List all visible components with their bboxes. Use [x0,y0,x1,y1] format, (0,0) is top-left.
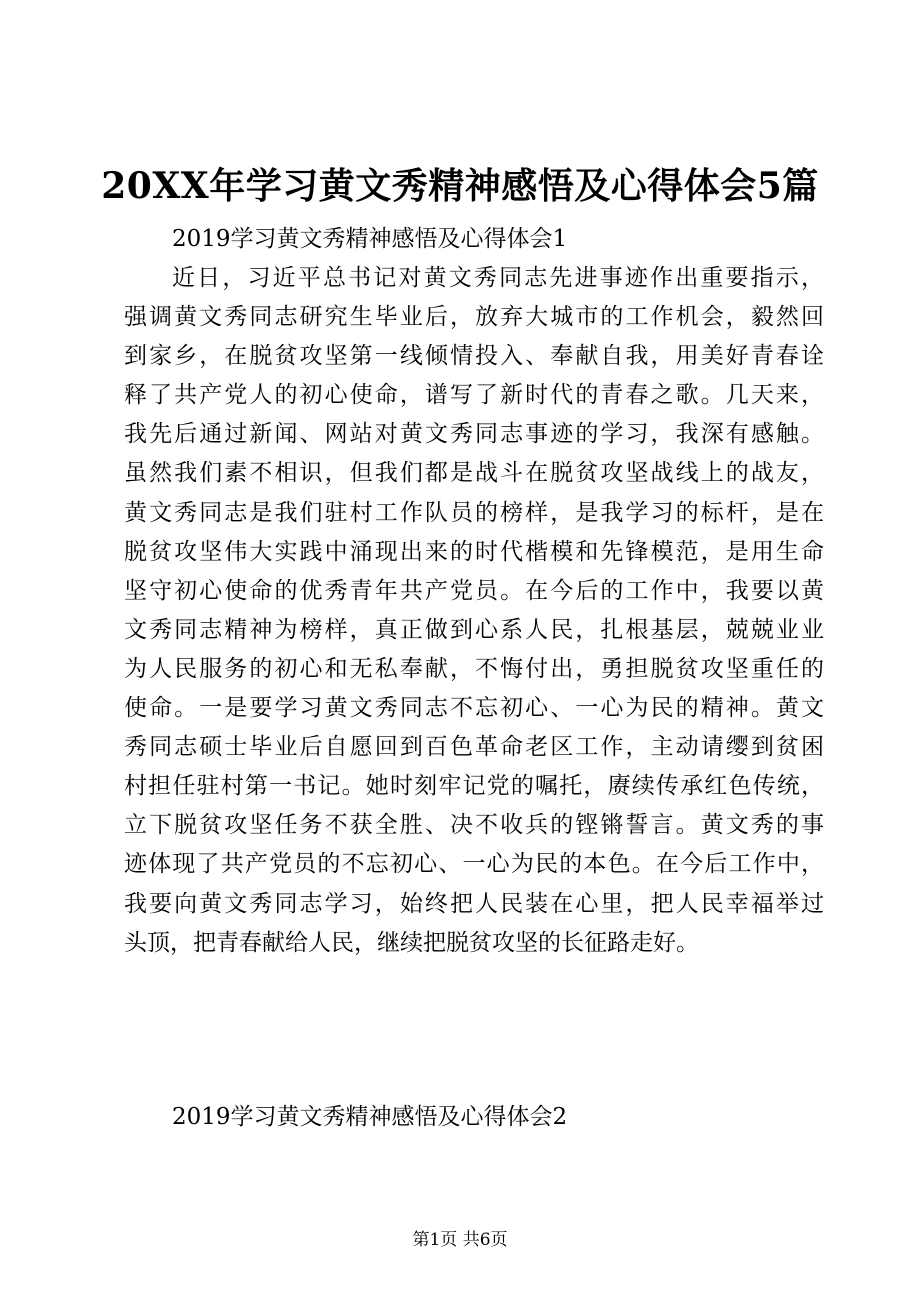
paragraph-line: 使命。一是要学习黄文秀同志不忘初心、一心为民的精神。黄文 [124,695,824,722]
paragraph-line: 立下脱贫攻坚任务不获全胜、决不收兵的铿锵誓言。黄文秀的事 [124,812,824,839]
paragraph-line: 近日，习近平总书记对黄文秀同志先进事迹作出重要指示， [172,265,824,291]
paragraph-line: 我先后通过新闻、网站对黄文秀同志事迹的学习，我深有感触。 [124,421,824,448]
section-heading-2: 2019学习黄文秀精神感悟及心得体会2 [172,1104,568,1130]
paragraph-line: 黄文秀同志是我们驻村工作队员的榜样，是我学习的标杆，是在 [124,499,824,526]
paragraph-line: 村担任驻村第一书记。她时刻牢记党的嘱托，赓续传承红色传统， [124,773,824,800]
section-1-body [124,259,824,963]
paragraph-line: 虽然我们素不相识，但我们都是战斗在脱贫攻坚战线上的战友， [124,460,824,487]
paragraph-line: 到家乡，在脱贫攻坚第一线倾情投入、奉献自我，用美好青春诠 [124,343,824,370]
paragraph-line: 我要向黄文秀同志学习，始终把人民装在心里，把人民幸福举过 [124,890,824,917]
paragraph-line: 强调黄文秀同志研究生毕业后，放弃大城市的工作机会，毅然回 [124,304,824,331]
paragraph-line: 文秀同志精神为榜样，真正做到心系人民，扎根基层，兢兢业业 [124,616,824,643]
paragraph-line: 头顶，把青春献给人民，继续把脱贫攻坚的长征路走好。 [124,929,699,956]
paragraph-line: 释了共产党人的初心使命，谱写了新时代的青春之歌。几天来， [124,382,824,409]
paragraph-line: 坚守初心使命的优秀青年共产党员。在今后的工作中，我要以黄 [124,577,824,604]
paragraph-line: 秀同志硕士毕业后自愿回到百色革命老区工作，主动请缨到贫困 [124,734,824,761]
paragraph-line: 迹体现了共产党员的不忘初心、一心为民的本色。在今后工作中， [124,851,824,878]
paragraph-line: 脱贫攻坚伟大实践中涌现出来的时代楷模和先锋模范，是用生命 [124,538,824,565]
section-heading-1: 2019学习黄文秀精神感悟及心得体会1 [172,226,568,252]
page-footer: 第1页 共6页 [412,1230,508,1250]
document-title: 20XX年学习黄文秀精神感悟及心得体会5篇 [101,165,819,207]
paragraph-line: 为人民服务的初心和无私奉献，不悔付出，勇担脱贫攻坚重任的 [124,655,824,682]
